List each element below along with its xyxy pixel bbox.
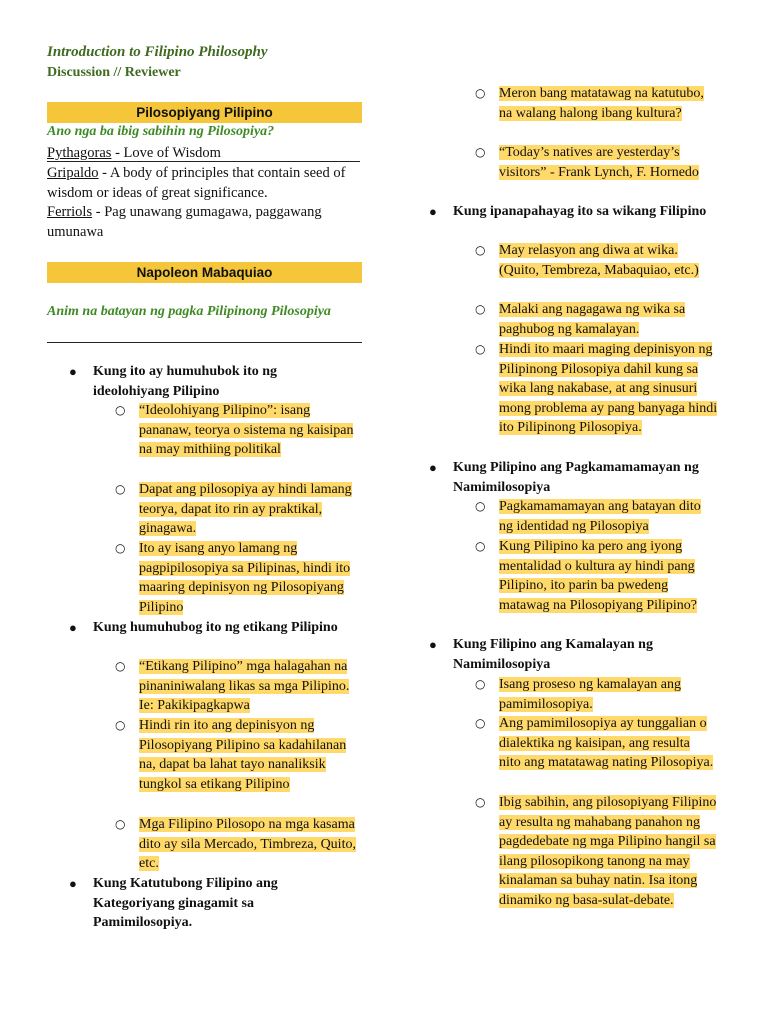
sub-item <box>475 300 717 339</box>
document-title: Introduction to Filipino Philosophy <box>47 44 268 60</box>
bullet-item <box>429 202 713 222</box>
bullet-text: Kung Filipino ang Kamalayan ng Namimilosopiya <box>453 637 653 672</box>
divider <box>47 161 360 162</box>
sub-text: Hindi rin ito ang depinisyon ng Pilosopiyang Pilipino sa kadahilanan na, dapat ba lahat tayo nanaliksik tungkol sa etikang Pilipino <box>139 718 347 792</box>
sub-text: Ito ay isang anyo lamang ng pagpipilosopiya sa Pilipinas, hindi ito maaring depinisyon ng Pilosopiyang Pilipino <box>139 541 351 615</box>
bullet-item <box>69 618 343 638</box>
bullet-text: Kung Katutubong Filipino ang Kategoriyang ginagamit sa Pamimilosopiya. <box>93 876 278 931</box>
sub-text: Kung Pilipino ka pero ang iyong mentalidad o kultura ay hindi pang Pilipino, ito parin ba pwedeng matawag na Pilosopiyang Pilipino? <box>499 539 697 613</box>
document-subtitle: Discussion // Reviewer <box>47 65 181 80</box>
sub-text: “Etikang Pilipino” mga halagahan na pinaniniwalang likas sa mga Pilipino. Ie: Pakikipagkapwa <box>139 659 350 714</box>
bullet-text: Kung ito ay humuhubok ito ng ideolohiyang Pilipino <box>93 364 278 399</box>
hollow-bullet-icon: ○ <box>475 499 486 513</box>
sub-text: “Ideolohiyang Pilipino”: isang pananaw, teorya o sistema ng kaisipan na may mithiing politikal <box>139 403 354 458</box>
sub-text: May relasyon ang diwa at wika. (Quito, Tembreza, Mabaquiao, etc.) <box>499 243 699 278</box>
hollow-bullet-icon: ○ <box>475 145 486 159</box>
sub-item <box>115 657 364 716</box>
hollow-bullet-icon: ○ <box>475 86 486 100</box>
sub-text: “Today’s natives are yesterday’s visitors” - Frank Lynch, F. Hornedo <box>499 145 699 180</box>
sub-text: Ibig sabihin, ang pilosopiyang Filipino ay resulta ng mahabang panahon ng pagdedebate ng mga Pilipino hangil sa ilang pilosopikong tanong na may kinalaman sa buhay natin. Isa itong dinamiko ng basa-sulat-debate. <box>499 795 717 908</box>
definition-gripaldo <box>47 163 363 203</box>
sub-text: Meron bang matatawag na katutubo, na walang halong ibang kultura? <box>499 86 704 121</box>
sub-text: Hindi ito maari maging depinisyon ng Pilipinong Pilosopiya dahil kung sa wika lang nakabase, at ang sinusuri mong problema ay pang banyaga hindi ito Pilipinong Pilosopiya. <box>499 342 718 436</box>
section-heading: Anim na batayan ng pagka Pilipinong Pilosopiya <box>47 304 331 319</box>
hollow-bullet-icon: ○ <box>115 403 126 417</box>
bullet-dot-icon: ● <box>69 876 77 891</box>
bullet-item <box>69 874 328 933</box>
sub-item <box>115 815 364 874</box>
sub-text: Mga Filipino Pilosopo na mga kasama dito ay sila Mercado, Timbreza, Quito, etc. <box>139 817 356 872</box>
hollow-bullet-icon: ○ <box>115 482 126 496</box>
term-ferriols: Ferriols <box>47 204 93 220</box>
sub-text: Malaki ang nagagawa ng wika sa paghubog ng kamalayan. <box>499 302 686 337</box>
sub-item <box>475 340 721 438</box>
sub-item <box>475 714 714 773</box>
term-gripaldo: Gripaldo <box>47 165 99 181</box>
sub-item <box>475 793 723 911</box>
sub-item <box>475 675 717 714</box>
bullet-text: Kung Pilipino ang Pagkamamamayan ng Namimilosopiya <box>453 460 699 495</box>
hollow-bullet-icon: ○ <box>115 541 126 555</box>
question-heading: Ano nga ba ibig sabihin ng Pilosopiya? <box>47 124 275 139</box>
hollow-bullet-icon: ○ <box>115 817 126 831</box>
bullet-dot-icon: ● <box>429 460 437 475</box>
hollow-bullet-icon: ○ <box>475 302 486 316</box>
bullet-item <box>69 362 343 401</box>
hollow-bullet-icon: ○ <box>475 677 486 691</box>
definition-text: - Pag unawang gumagawa, paggawang umunawa <box>47 204 322 240</box>
hollow-bullet-icon: ○ <box>475 243 486 257</box>
hollow-bullet-icon: ○ <box>115 718 126 732</box>
sub-text: Isang proseso ng kamalayan ang pamimilosopiya. <box>499 677 681 712</box>
definition-pythagoras <box>47 143 363 163</box>
hollow-bullet-icon: ○ <box>475 716 486 730</box>
sub-item <box>475 497 717 536</box>
sub-text: Ang pamimilosopiya ay tunggalian o dialektika ng kaisipan, ang resulta nito ang matatawag nating Pilosopiya. <box>499 716 714 771</box>
hollow-bullet-icon: ○ <box>475 795 486 809</box>
bullet-item <box>429 458 723 497</box>
sub-item <box>475 241 717 280</box>
sub-item <box>115 480 364 539</box>
bullet-dot-icon: ● <box>69 620 77 635</box>
bullet-text: Kung ipanapahayag ito sa wikang Filipino <box>453 204 707 219</box>
bullet-text: Kung humuhubog ito ng etikang Pilipino <box>93 620 338 635</box>
bullet-dot-icon: ● <box>429 637 437 652</box>
bullet-item <box>429 635 713 674</box>
divider <box>47 342 362 343</box>
definition-text: - Love of Wisdom <box>111 145 221 161</box>
sub-item <box>475 143 714 182</box>
bullet-dot-icon: ● <box>69 364 77 379</box>
hollow-bullet-icon: ○ <box>475 342 486 356</box>
sub-item <box>475 84 714 123</box>
hollow-bullet-icon: ○ <box>475 539 486 553</box>
sub-item <box>115 539 364 617</box>
definition-text: - A body of principles that contain seed of wisdom or ideas of great significance. <box>47 165 346 201</box>
definition-ferriols <box>47 202 363 242</box>
sub-text: Pagkamamamayan ang batayan dito ng identidad ng Pilosopiya <box>499 499 701 534</box>
banner-pilosopiyang-pilipino: Pilosopiyang Pilipino <box>47 102 362 123</box>
sub-item <box>115 716 364 794</box>
sub-item <box>115 401 364 460</box>
bullet-dot-icon: ● <box>429 204 437 219</box>
sub-item <box>475 537 717 615</box>
hollow-bullet-icon: ○ <box>115 659 126 673</box>
sub-text: Dapat ang pilosopiya ay hindi lamang teorya, dapat ito rin ay praktikal, ginagawa. <box>139 482 352 537</box>
term-pythagoras: Pythagoras <box>47 145 112 161</box>
banner-napoleon-mabaquiao: Napoleon Mabaquiao <box>47 262 362 283</box>
